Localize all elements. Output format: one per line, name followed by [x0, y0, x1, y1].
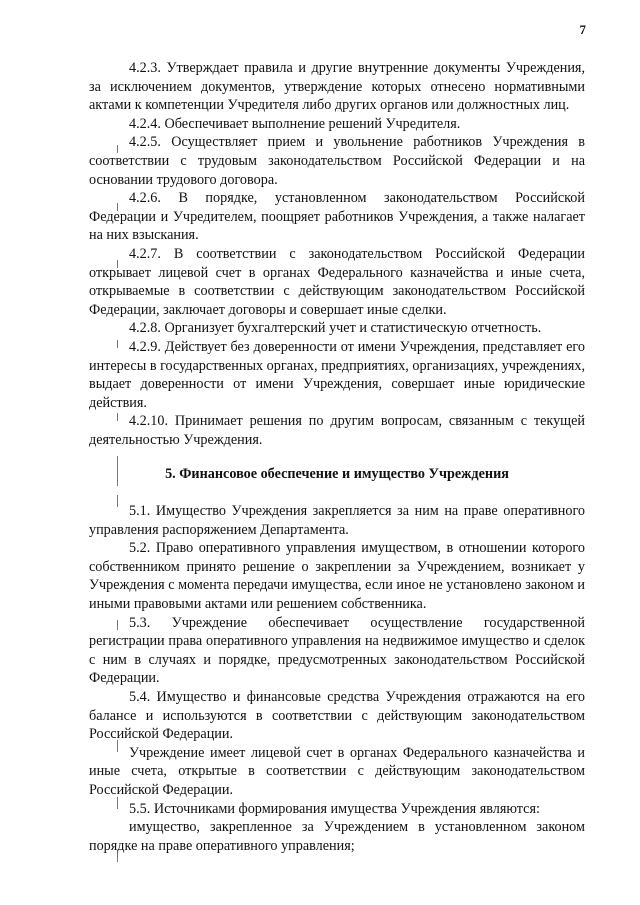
- page-number: 7: [579, 22, 586, 37]
- paragraph-5-4: 5.4. Имущество и финансовые средства Учреждения отражаются на его балансе и используются в соответствии с действующим законодательством Российской Федерации.: [89, 689, 585, 743]
- paragraph-4-2-4: 4.2.4. Обеспечивает выполнение решений Учредителя.: [129, 115, 461, 132]
- paragraph-4-2-7: 4.2.7. В соответствии с законодательством Российской Федерации открывает лицевой счет в органах Федерального казначейства и иные счета, открываемые в соответствии с действующим законодательством Российской Федерации, заключает договоры и совершает иные сделки.: [89, 245, 585, 318]
- paragraph-4-2-6: 4.2.6. В порядке, установленном законодательством Российской Федерации и Учредителем, поощряет работников Учреждения, а также налагает на них взыскания.: [89, 190, 585, 244]
- paragraph-5-2: 5.2. Право оперативного управления имуществом, в отношении которого собственником принято решение о закреплении за Учреждением, возникает у Учреждения с момента передачи имущества, если иное не установлено законом и иными правовыми актами или решением собственника.: [89, 540, 585, 613]
- paragraph-accounts: Учреждение имеет лицевой счет в органах Федерального казначейства и иные счета, открытые в соответствии с действующим законодательством Российской Федерации.: [89, 744, 585, 798]
- paragraph-5-1: 5.1. Имущество Учреждения закрепляется за ним на праве оперативного управления распоряжением Департамента.: [89, 503, 585, 538]
- paragraph-5-3: 5.3. Учреждение обеспечивает осуществление государственной регистрации права оперативного управления на недвижимое имущество и сделок с ним в случаях и порядке, предусмотренных законодательством Российской Федерации.: [89, 614, 585, 687]
- paragraph-4-2-8: 4.2.8. Организует бухгалтерский учет и статистическую отчетность.: [129, 320, 542, 337]
- paragraph-4-2-3: 4.2.3. Утверждает правила и другие внутренние документы Учреждения, за исключением документов, утверждение которых отнесено нормативными актами к компетенции Учредителя либо других органов или должностных лиц.: [89, 60, 585, 114]
- section-heading: 5. Финансовое обеспечение и имущество Учреждения: [165, 466, 509, 483]
- paragraph-4-2-10: 4.2.10. Принимает решения по другим вопросам, связанным с текущей деятельностью Учреждения.: [89, 413, 585, 448]
- paragraph-5-5: 5.5. Источниками формирования имущества Учреждения являются:: [129, 800, 540, 817]
- paragraph-4-2-5: 4.2.5. Осуществляет прием и увольнение работников Учреждения в соответствии с трудовым законодательством Российской Федерации и на основании трудового договора.: [89, 134, 585, 188]
- document-body: [89, 59, 585, 855]
- paragraph-property-source: имущество, закрепленное за Учреждением в установленном законом порядке на праве оперативного управления;: [89, 819, 585, 854]
- paragraph-4-2-9: 4.2.9. Действует без доверенности от имени Учреждения, представляет его интересы в государственных органах, предприятиях, организациях, учреждениях, выдает доверенности от имени Учреждения, совершает иные юридические действия.: [89, 338, 585, 411]
